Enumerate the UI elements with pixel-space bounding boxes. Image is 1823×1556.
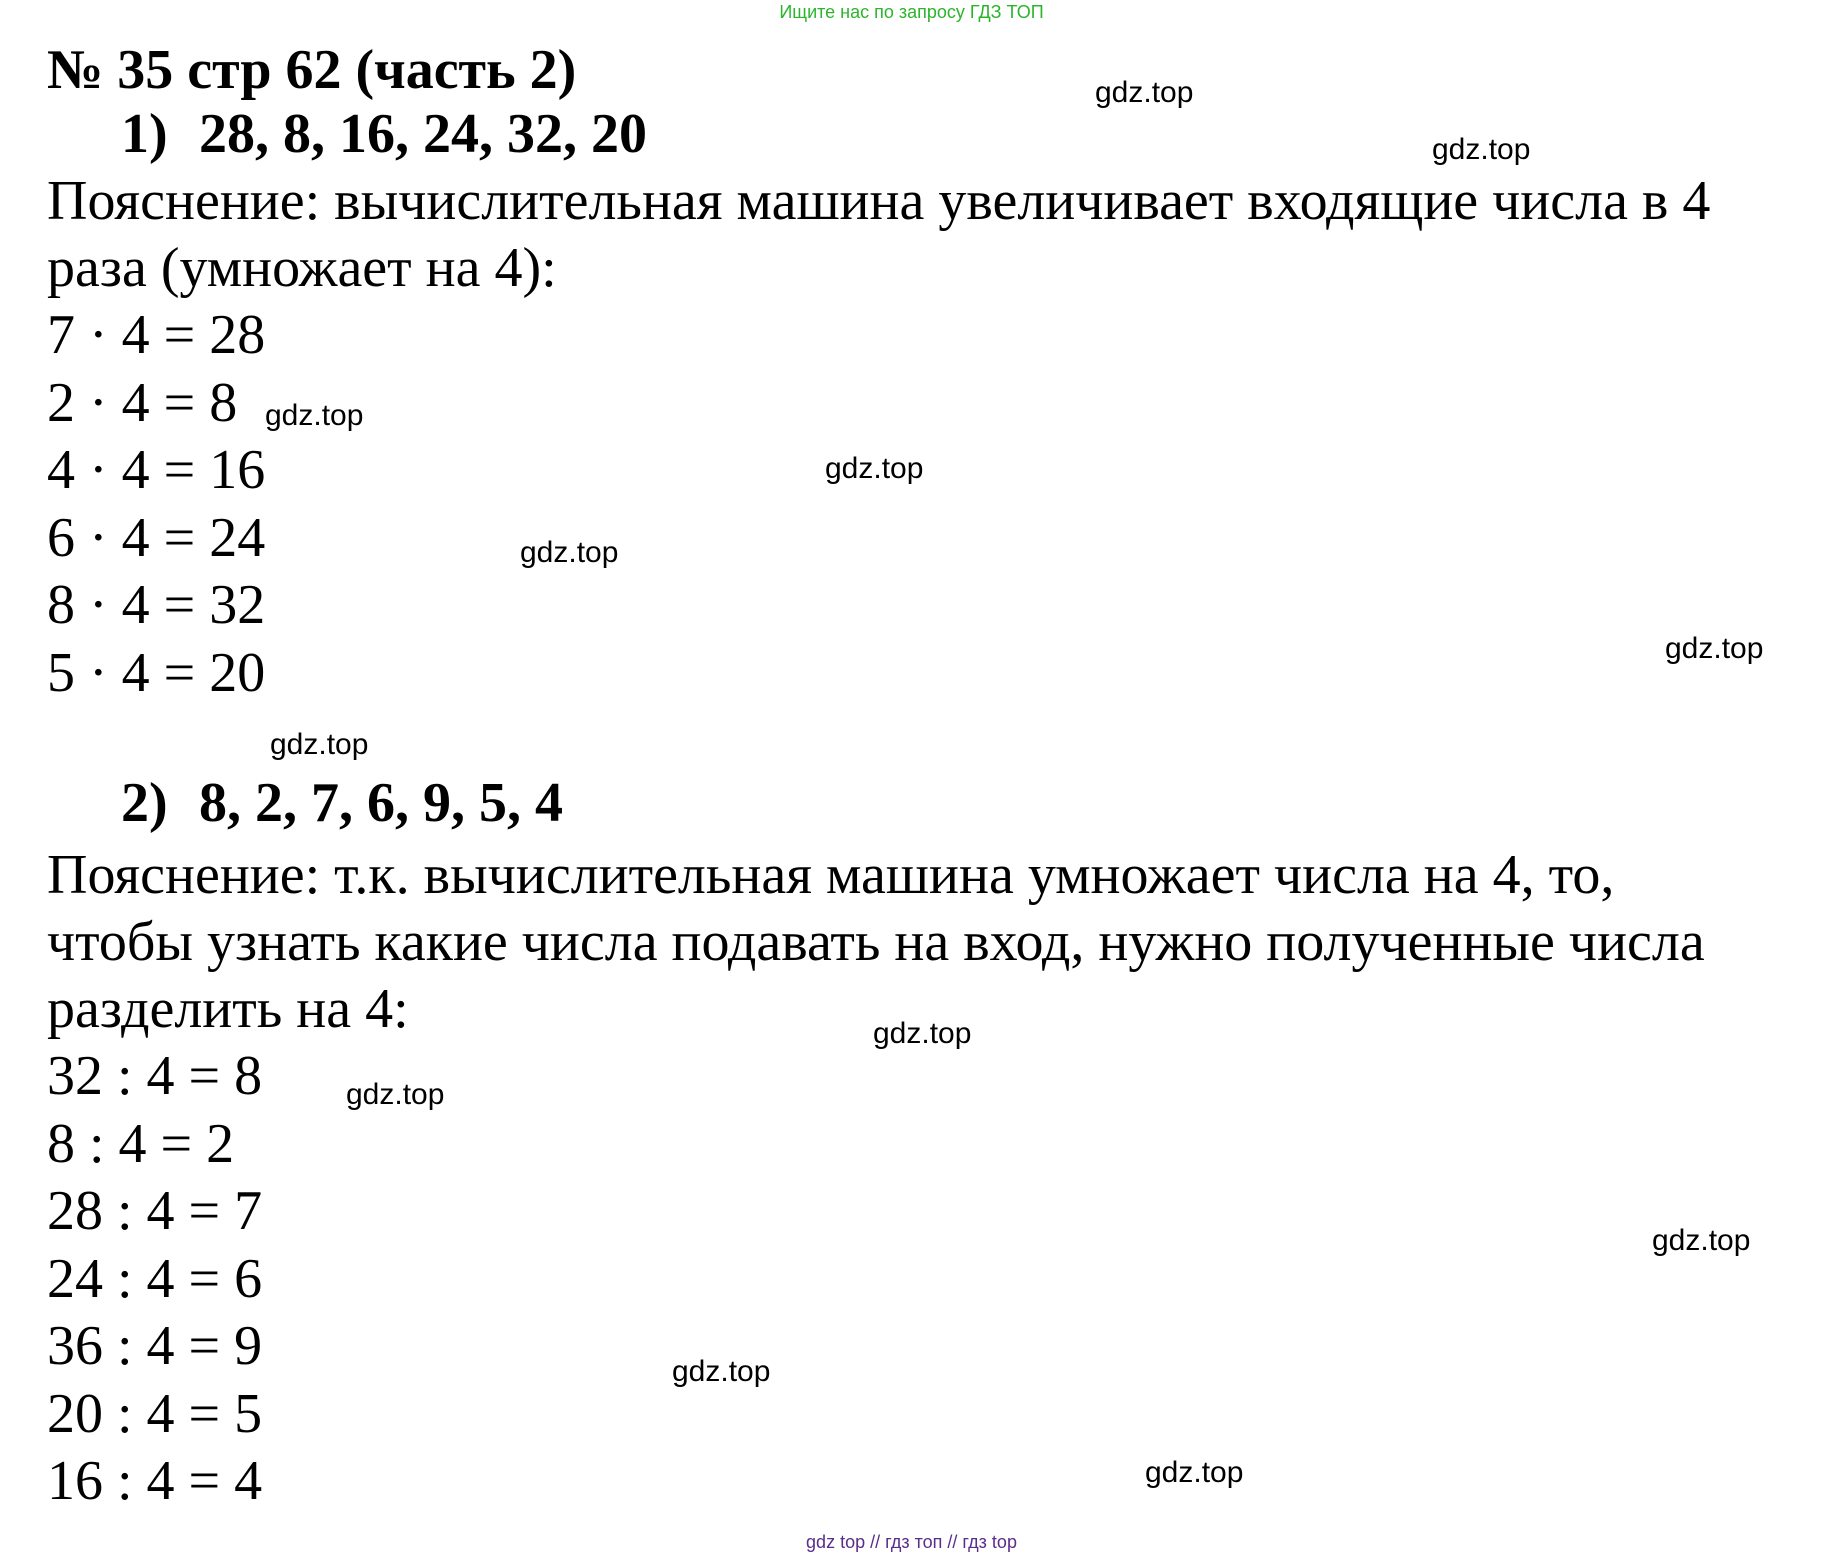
watermark: gdz.top <box>672 1355 771 1388</box>
equation: 8 : 4 = 2 <box>47 1112 235 1175</box>
watermark: gdz.top <box>825 452 924 485</box>
equation: 16 : 4 = 4 <box>47 1450 263 1512</box>
equation: 28 : 4 = 7 <box>47 1180 263 1242</box>
equation: 5 · 4 = 20 <box>47 641 266 704</box>
part2-number: 2) <box>121 772 168 834</box>
explanation-line: раза (умножает на 4): <box>47 237 557 299</box>
equation: 36 : 4 = 9 <box>47 1315 263 1377</box>
equation: 8 · 4 = 32 <box>47 574 266 636</box>
watermark: gdz.top <box>270 728 369 761</box>
part2-equations <box>47 1043 262 1516</box>
watermark: gdz.top <box>1145 1456 1244 1489</box>
watermark: gdz.top <box>1432 133 1531 166</box>
equation: 4 · 4 = 16 <box>47 439 266 501</box>
explanation-line: чтобы узнать какие числа подавать на вход, нужно полученные числа <box>47 911 1705 973</box>
watermark: gdz.top <box>346 1078 445 1111</box>
part1-answer <box>121 104 647 164</box>
part2-explanation <box>47 842 1807 1043</box>
watermark: gdz.top <box>1665 632 1764 665</box>
equation: 6 · 4 = 24 <box>47 506 266 569</box>
bottom-banner: gdz top // гдз топ // гдз top <box>806 1532 1017 1552</box>
explanation-line: Пояснение: т.к. вычислительная машина умножает числа на 4, то, <box>47 844 1615 906</box>
equation: 7 · 4 = 28 <box>47 304 266 366</box>
page-title: № 35 стр 62 (часть 2) <box>47 39 577 101</box>
watermark: gdz.top <box>873 1017 972 1050</box>
part1-answer-values: 28, 8, 16, 24, 32, 20 <box>199 103 647 165</box>
watermark: gdz.top <box>265 399 364 432</box>
top-banner: Ищите нас по запросу ГДЗ ТОП <box>779 2 1044 22</box>
watermark: gdz.top <box>1652 1224 1751 1257</box>
part1-number: 1) <box>121 103 168 165</box>
part2-answer-values: 8, 2, 7, 6, 9, 5, 4 <box>199 772 563 834</box>
part1-equations <box>47 302 265 707</box>
watermark: gdz.top <box>1095 76 1194 109</box>
watermark: gdz.top <box>520 536 619 569</box>
part2-answer <box>121 773 563 833</box>
explanation-line: разделить на 4: <box>47 978 409 1040</box>
equation: 24 : 4 = 6 <box>47 1247 263 1310</box>
equation: 2 · 4 = 8 <box>47 371 238 434</box>
equation: 20 : 4 = 5 <box>47 1382 263 1445</box>
equation: 32 : 4 = 8 <box>47 1045 263 1107</box>
part1-explanation <box>47 168 1807 302</box>
explanation-line: Пояснение: вычислительная машина увеличивает входящие числа в 4 <box>47 170 1711 232</box>
